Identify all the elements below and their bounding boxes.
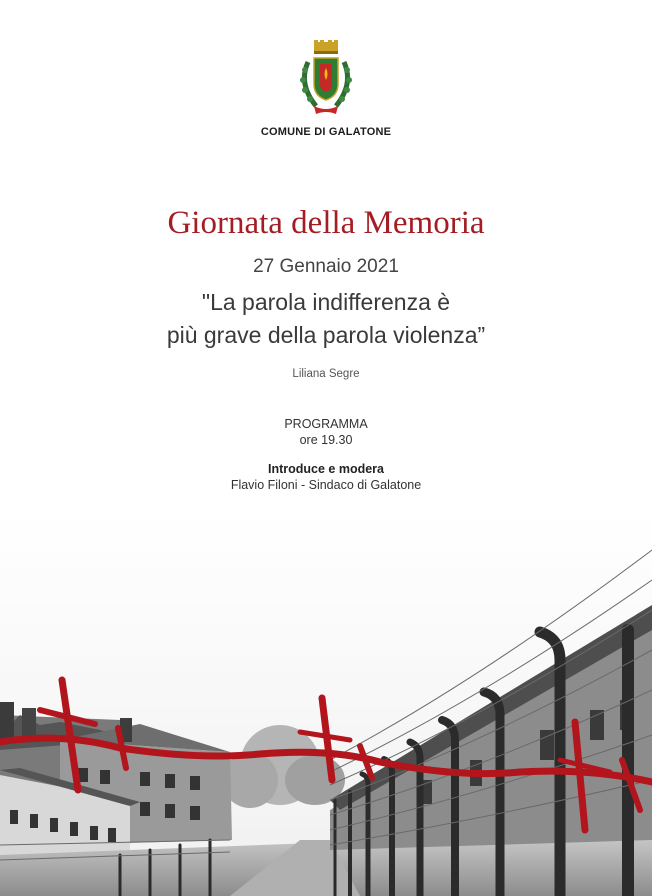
program-header (0, 416, 652, 448)
intro-speaker: Flavio Filoni - Sindaco di Galatone (230, 478, 422, 492)
intro-section (0, 461, 652, 493)
quote (0, 286, 652, 352)
quote-line-2: più grave della parola violenza” (166, 322, 486, 348)
concentration-camp-barbed-wire-photo (0, 510, 652, 896)
intro-heading: Introduce e modera (268, 462, 384, 476)
program-time: ore 19.30 (299, 433, 353, 447)
event-date: 27 Gennaio 2021 (253, 256, 399, 277)
quote-line-1: "La parola indifferenza è (201, 289, 451, 315)
quote-author: Liliana Segre (292, 368, 360, 380)
program-heading: PROGRAMMA (284, 417, 368, 431)
galatone-coat-of-arms-icon (296, 40, 356, 118)
event-title: Giornata della Memoria (167, 205, 485, 241)
municipality-name: COMUNE DI GALATONE (260, 126, 392, 138)
